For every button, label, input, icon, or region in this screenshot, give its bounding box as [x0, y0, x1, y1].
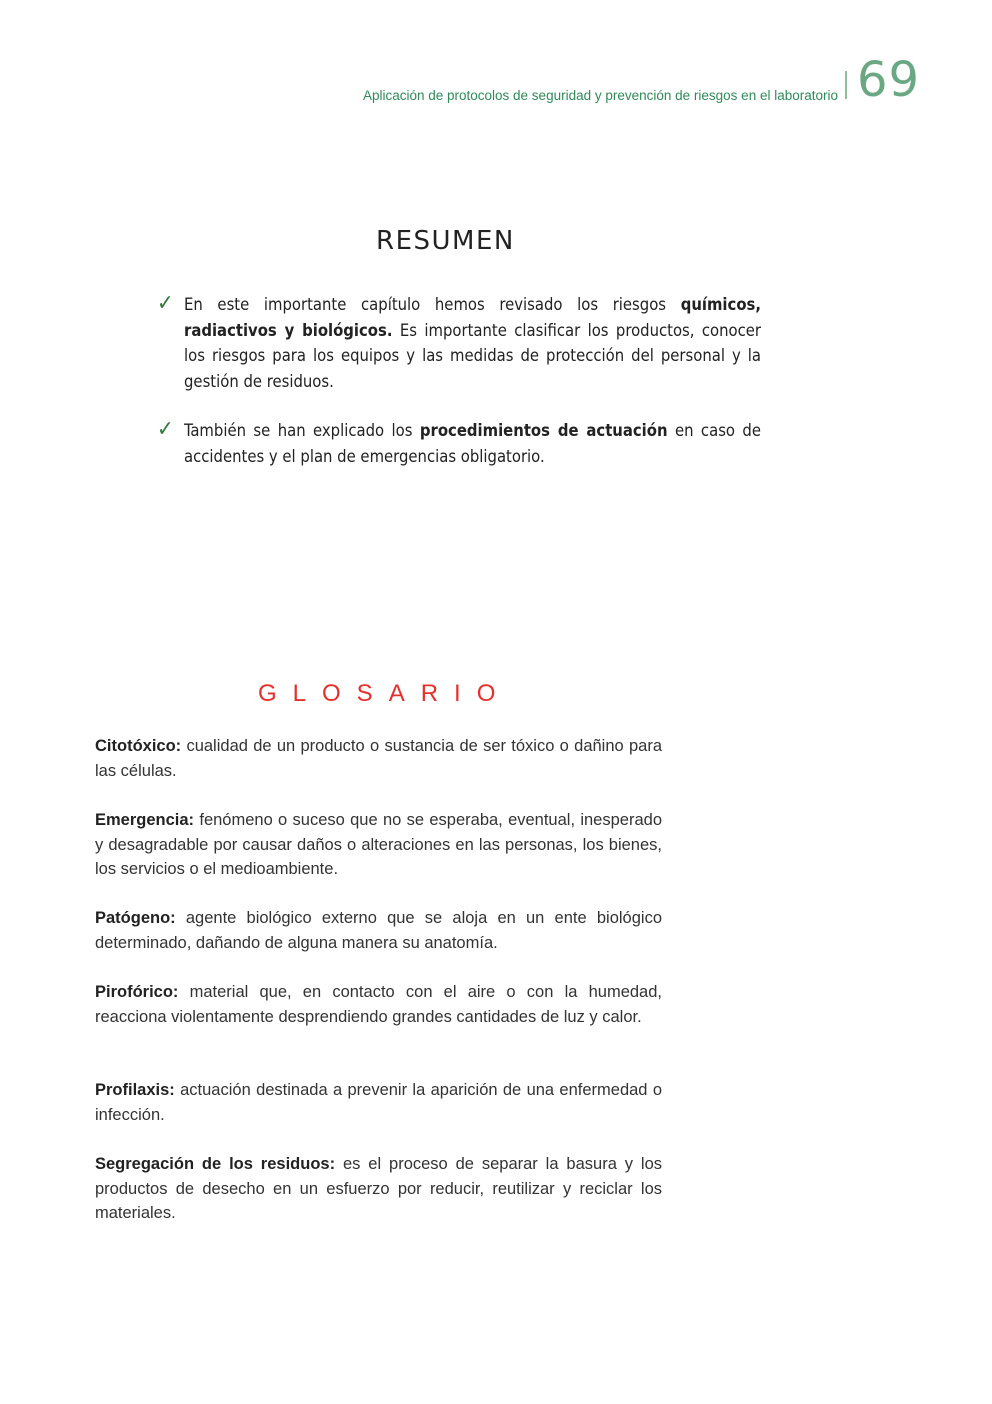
bullet-text: en caso de accidentes y el plan de emergencias obligatorio.: [184, 421, 761, 466]
bullet-text: Es importante clasificar los productos, conocer los riesgos para los equipos y las medidas de protección del personal y la gestión de residuos.: [184, 320, 762, 391]
glossary-entry: [95, 1078, 662, 1127]
glossary-entry: [95, 1152, 662, 1226]
glossary-definition: es el proceso de separar la basura y los productos de desecho en un esfuerzo por reducir, reutilizar y reciclar los materiales.: [95, 1155, 662, 1222]
glossary-definition: fenómeno o suceso que no se esperaba, eventual, inesperado y desagradable por causar daños o alteraciones en las personas, los bienes, los servicios o el medioambiente.: [95, 811, 662, 878]
header-divider: [845, 71, 847, 99]
glossary-entry: [95, 808, 662, 882]
glosario-title: GLOSARIO: [258, 680, 512, 707]
bullet-text: También se han explicado los: [184, 421, 420, 440]
check-icon: ✓: [157, 291, 174, 316]
glossary-entry: [95, 906, 662, 955]
running-title: Aplicación de protocolos de seguridad y prevención de riesgos en el laboratorio: [362, 88, 838, 103]
glossary-term: Profilaxis:: [95, 1081, 175, 1099]
bullet-emphasis: procedimientos de actuación: [419, 421, 668, 440]
resumen-title: RESUMEN: [376, 226, 515, 256]
glossary-entry: [95, 980, 662, 1029]
glossary-definition: agente biológico externo que se aloja en un ente biológico determinado, dañando de alguna manera su anatomía.: [95, 909, 662, 952]
resumen-bullet: [157, 291, 762, 394]
glossary-term: Segregación de los residuos:: [95, 1155, 336, 1173]
page-number: 69: [857, 52, 921, 108]
glossary-term: Citotóxico:: [95, 737, 182, 755]
bullet-emphasis: químicos, radiactivos y biológicos.: [184, 295, 761, 340]
glossary-entry: [95, 734, 662, 783]
bullet-text: En este importante capítulo hemos revisado los riesgos: [184, 295, 681, 314]
resumen-bullet: [157, 417, 761, 469]
glossary-definition: actuación destinada a prevenir la aparición de una enfermedad o infección.: [95, 1081, 662, 1124]
check-icon: ✓: [157, 417, 174, 442]
glossary-term: Emergencia:: [95, 811, 195, 829]
glossary-definition: material que, en contacto con el aire o con la humedad, reacciona violentamente desprendiendo grandes cantidades de luz y calor.: [95, 983, 662, 1026]
glossary-term: Patógeno:: [95, 909, 176, 927]
glossary-definition: cualidad de un producto o sustancia de ser tóxico o dañino para las células.: [95, 737, 662, 780]
glossary-term: Pirofórico:: [95, 983, 179, 1001]
